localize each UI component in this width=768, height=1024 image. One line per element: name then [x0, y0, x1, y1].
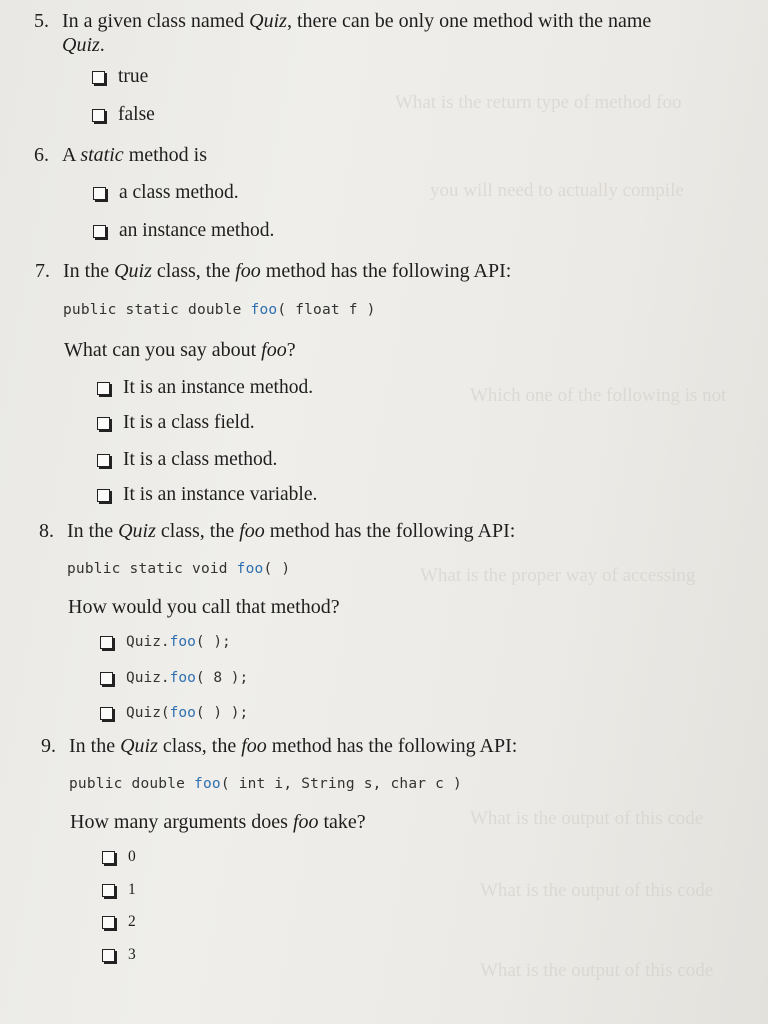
option-class-method[interactable]: It is a class method. — [97, 449, 277, 471]
option-2[interactable]: 2 — [102, 913, 136, 931]
checkbox[interactable] — [100, 636, 113, 649]
option-0[interactable]: 0 — [102, 848, 136, 866]
question-prompt: What can you say about foo? — [64, 339, 296, 361]
question-text: In the Quiz class, the foo method has the following API: — [67, 520, 516, 542]
checkbox[interactable] — [100, 707, 113, 720]
question-7 — [35, 259, 703, 283]
question-9 — [41, 734, 709, 758]
checkbox[interactable] — [97, 454, 110, 467]
question-number: 9. — [41, 735, 56, 757]
question-text: In the Quiz class, the foo method has the following API: — [69, 735, 518, 757]
checkbox[interactable] — [102, 884, 115, 897]
option-call-1[interactable]: Quiz. foo ( ); — [100, 634, 231, 650]
option-false[interactable]: false — [92, 104, 155, 126]
api-signature: public double foo( int i, String s, char c ) — [69, 776, 462, 792]
checkbox[interactable] — [97, 489, 110, 502]
checkbox[interactable] — [92, 71, 105, 84]
checkbox[interactable] — [100, 672, 113, 685]
question-number: 7. — [35, 260, 50, 282]
option-instance-variable[interactable]: It is an instance variable. — [97, 484, 317, 506]
question-text: A static method is — [62, 144, 208, 166]
option-instance-method[interactable]: an instance method. — [93, 220, 274, 242]
option-call-2[interactable]: Quiz. foo ( 8 ); — [100, 670, 248, 686]
show-through-text: Which one of the following is not — [470, 385, 727, 406]
question-text-line2: Quiz. — [62, 34, 105, 57]
question-8 — [39, 519, 707, 543]
show-through-text: What is the return type of method foo — [395, 92, 682, 113]
checkbox[interactable] — [92, 109, 105, 122]
checkbox[interactable] — [93, 187, 106, 200]
checkbox[interactable] — [97, 417, 110, 430]
checkbox[interactable] — [102, 949, 115, 962]
question-6 — [34, 143, 702, 167]
api-signature: public static void foo( ) — [67, 561, 291, 577]
question-text: In a given class named Quiz, there can be only one method with the name — [62, 10, 652, 32]
checkbox[interactable] — [102, 916, 115, 929]
option-instance-method[interactable]: It is an instance method. — [97, 377, 313, 399]
question-number: 6. — [34, 144, 49, 166]
option-call-3[interactable]: Quiz( foo ( ) ); — [100, 705, 248, 721]
question-5 — [34, 9, 702, 58]
option-1[interactable]: 1 — [102, 881, 136, 899]
show-through-text: What is the proper way of accessing — [420, 565, 696, 586]
checkbox[interactable] — [102, 851, 115, 864]
question-prompt: How would you call that method? — [68, 596, 340, 618]
question-number: 8. — [39, 520, 54, 542]
question-number: 5. — [34, 10, 49, 32]
option-true[interactable]: true — [92, 66, 148, 88]
question-text: In the Quiz class, the foo method has the following API: — [63, 260, 512, 282]
option-class-field[interactable]: It is a class field. — [97, 412, 255, 434]
show-through-text: What is the output of this code — [480, 880, 714, 901]
show-through-text: What is the output of this code — [470, 808, 704, 829]
option-3[interactable]: 3 — [102, 946, 136, 964]
show-through-text: What is the output of this code — [480, 960, 714, 981]
checkbox[interactable] — [97, 382, 110, 395]
show-through-text: you will need to actually compile — [430, 180, 684, 201]
option-class-method[interactable]: a class method. — [93, 182, 239, 204]
api-signature: public static double foo( float f ) — [63, 302, 376, 318]
question-prompt: How many arguments does foo take? — [70, 811, 366, 833]
checkbox[interactable] — [93, 225, 106, 238]
